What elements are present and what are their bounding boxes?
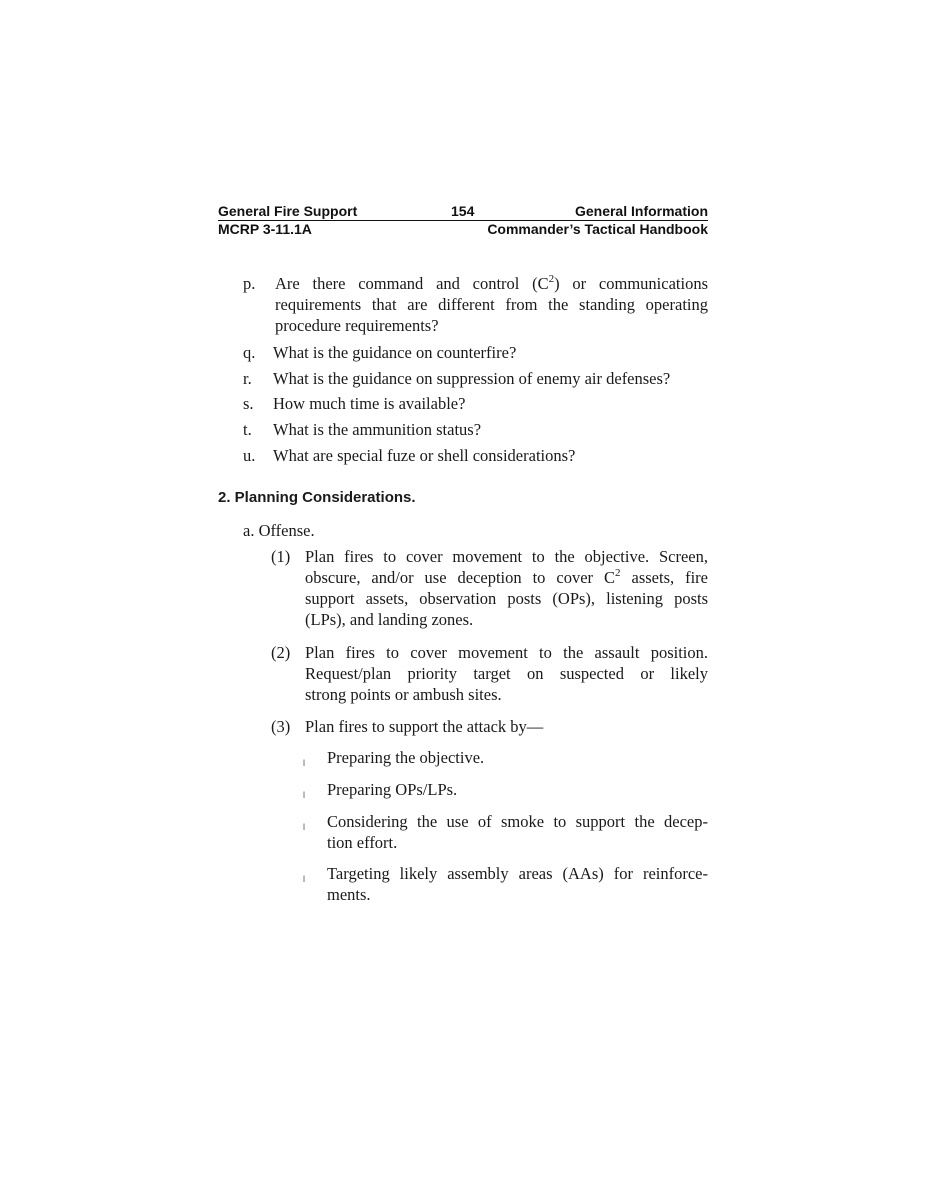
header-section-title: General Information xyxy=(574,203,708,219)
running-header-bottom xyxy=(218,221,708,238)
bullet-text: Considering the use of smoke to support the decep- tion effort. xyxy=(327,812,708,852)
question-text: What is the guidance on suppression of enemy air defenses? xyxy=(273,369,671,388)
bullet-marker: l xyxy=(303,758,305,768)
bullet-text: Preparing OPs/LPs. xyxy=(327,780,458,799)
question-label: r. xyxy=(243,369,252,388)
question-text: What is the guidance on counterfire? xyxy=(273,343,517,362)
planning-item-text: Plan fires to support the attack by— xyxy=(305,717,544,736)
section-heading: 2. Planning Considerations. xyxy=(218,489,416,506)
planning-item-label: (2) xyxy=(271,643,291,662)
bullet-text: Targeting likely assembly areas (AAs) for reinforce- ments. xyxy=(327,864,708,904)
header-publication-title: Commander’s Tactical Handbook xyxy=(487,221,708,237)
bullet-marker: l xyxy=(303,790,305,800)
question-label: t. xyxy=(243,420,252,439)
question-text: What is the ammunition status? xyxy=(273,420,482,439)
header-publication-id: MCRP 3-11.1A xyxy=(218,221,312,237)
planning-item-text: Plan fires to cover movement to the objective. Screen, obscure, and/or use deception to cover $C^2$ assets, fire support assets, observation posts (OPs), listening posts (LPs), and landing zones. xyxy=(305,547,708,629)
question-label: u. xyxy=(243,446,256,465)
running-header-top xyxy=(218,203,708,221)
question-text: What are special fuze or shell considerations? xyxy=(273,446,576,465)
planning-item-label: (1) xyxy=(271,547,291,566)
question-label: s. xyxy=(243,394,254,413)
bullet-marker: l xyxy=(303,822,305,832)
planning-item-text: Plan fires to cover movement to the assault position. Request/plan priority target on suspected or likely strong points or ambush sites. xyxy=(305,643,708,704)
bullet-marker: l xyxy=(303,874,305,884)
header-chapter-title: General Fire Support xyxy=(218,203,358,219)
question-text: Are there command and control $(C^2)$ or communications requirements that are different from the standing operating procedure requirements? xyxy=(275,272,708,335)
planning-item-label: (3) xyxy=(271,717,291,736)
bullet-text: Preparing the objective. xyxy=(327,748,485,767)
question-label: p. xyxy=(243,274,256,293)
question-text: How much time is available? xyxy=(273,394,466,413)
subsection-heading: a. Offense. xyxy=(243,521,315,540)
page-number: 154 xyxy=(451,203,475,219)
question-label: q. xyxy=(243,343,256,362)
